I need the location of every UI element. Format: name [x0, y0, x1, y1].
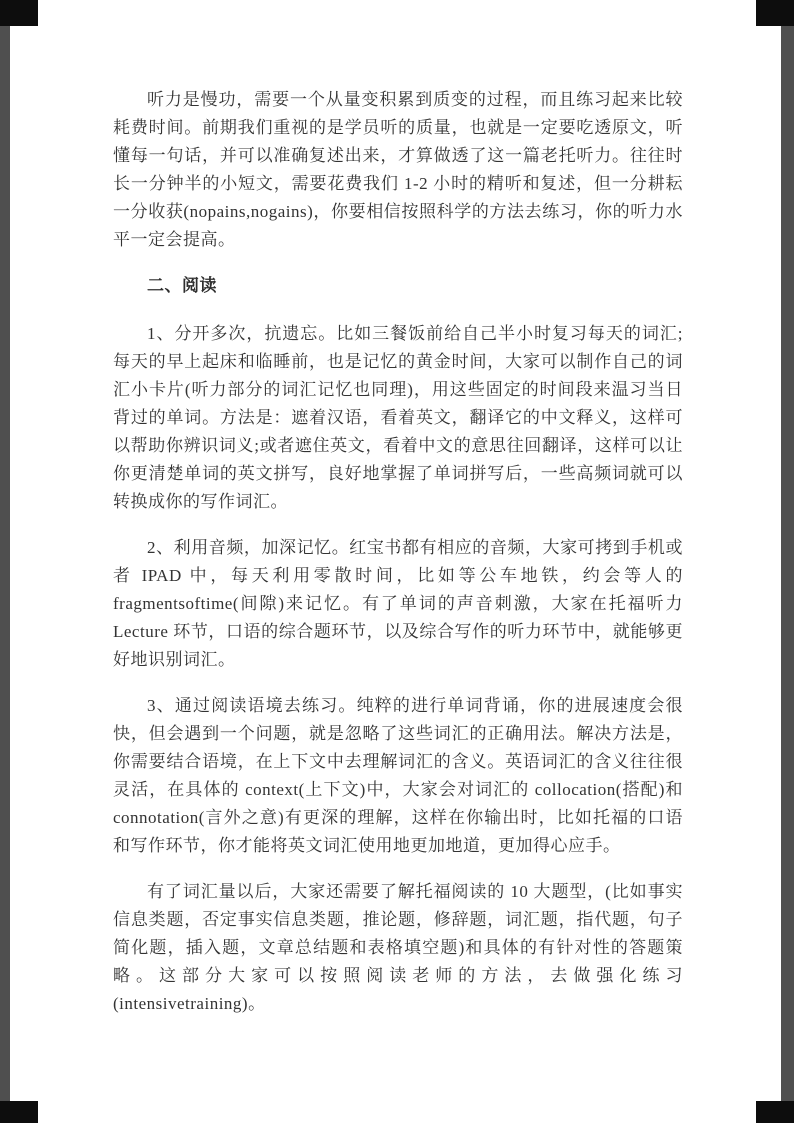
corner-mark-bottom-left	[0, 1101, 38, 1123]
paragraph-reading-tip-3: 3、通过阅读语境去练习。纯粹的进行单词背诵，你的进展速度会很快，但会遇到一个问题，就是忽略了这些词汇的正确用法。解决方法是，你需要结合语境，在上下文中去理解词汇的含义。英语词汇的含义往往很灵活，在具体的 context(上下文)中，大家会对词汇的 collocation(搭配)和 connotation(言外之意)有更深的理解，这样在你输出时，比如托福的口语和写作环节，你才能将英文词汇使用地更加地道，更加得心应手。	[113, 696, 683, 855]
section-heading-reading: 二、阅读	[147, 276, 217, 295]
corner-mark-top-right	[756, 0, 794, 26]
corner-mark-bottom-right	[756, 1101, 794, 1123]
paragraph-listening-practice: 听力是慢功，需要一个从量变积累到质变的过程，而且练习起来比较耗费时间。前期我们重视的是学员听的质量，也就是一定要吃透原文，听懂每一句话，并可以准确复述出来，才算做透了这一篇老托听力。往往时长一分钟半的小短文，需要花费我们 1-2 小时的精听和复述，但一分耕耘一分收获(nopains,nogains)，你要相信按照科学的方法去练习，你的听力水平一定会提高。	[113, 90, 683, 249]
paragraph-reading-tip-2: 2、利用音频，加深记忆。红宝书都有相应的音频，大家可拷到手机或者 IPAD 中，每天利用零散时间，比如等公车地铁，约会等人的 fragmentsoftime(间隙)来记忆。有了单词的声音刺激，大家在托福听力 Lecture 环节，口语的综合题环节，以及综合写作的听力环节中，就能够更好地识别词汇。	[113, 538, 683, 669]
paragraph-reading-tip-1: 1、分开多次，抗遗忘。比如三餐饭前给自己半小时复习每天的词汇;每天的早上起床和临睡前，也是记忆的黄金时间，大家可以制作自己的词汇小卡片(听力部分的词汇记忆也同理)，用这些固定的时间段来温习当日背过的单词。方法是：遮着汉语，看着英文，翻译它的中文释义，这样可以帮助你辨识词义;或者遮住英文，看着中文的意思往回翻译，这样可以让你更清楚单词的英文拼写，良好地掌握了单词拼写后，一些高频词就可以转换成你的写作词汇。	[113, 324, 683, 511]
corner-mark-top-left	[0, 0, 38, 26]
page-left-edge-strip	[0, 0, 10, 1123]
paragraph-reading-question-types: 有了词汇量以后，大家还需要了解托福阅读的 10 大题型，(比如事实信息类题，否定事实信息类题，推论题，修辞题，词汇题，指代题，句子简化题，插入题，文章总结题和表格填空题)和具体的有针对性的答题策略。这部分大家可以按照阅读老师的方法，去做强化练习(intensivetraining)。	[113, 882, 683, 1013]
document-content	[113, 86, 683, 1036]
page-right-edge-strip	[781, 0, 794, 1123]
